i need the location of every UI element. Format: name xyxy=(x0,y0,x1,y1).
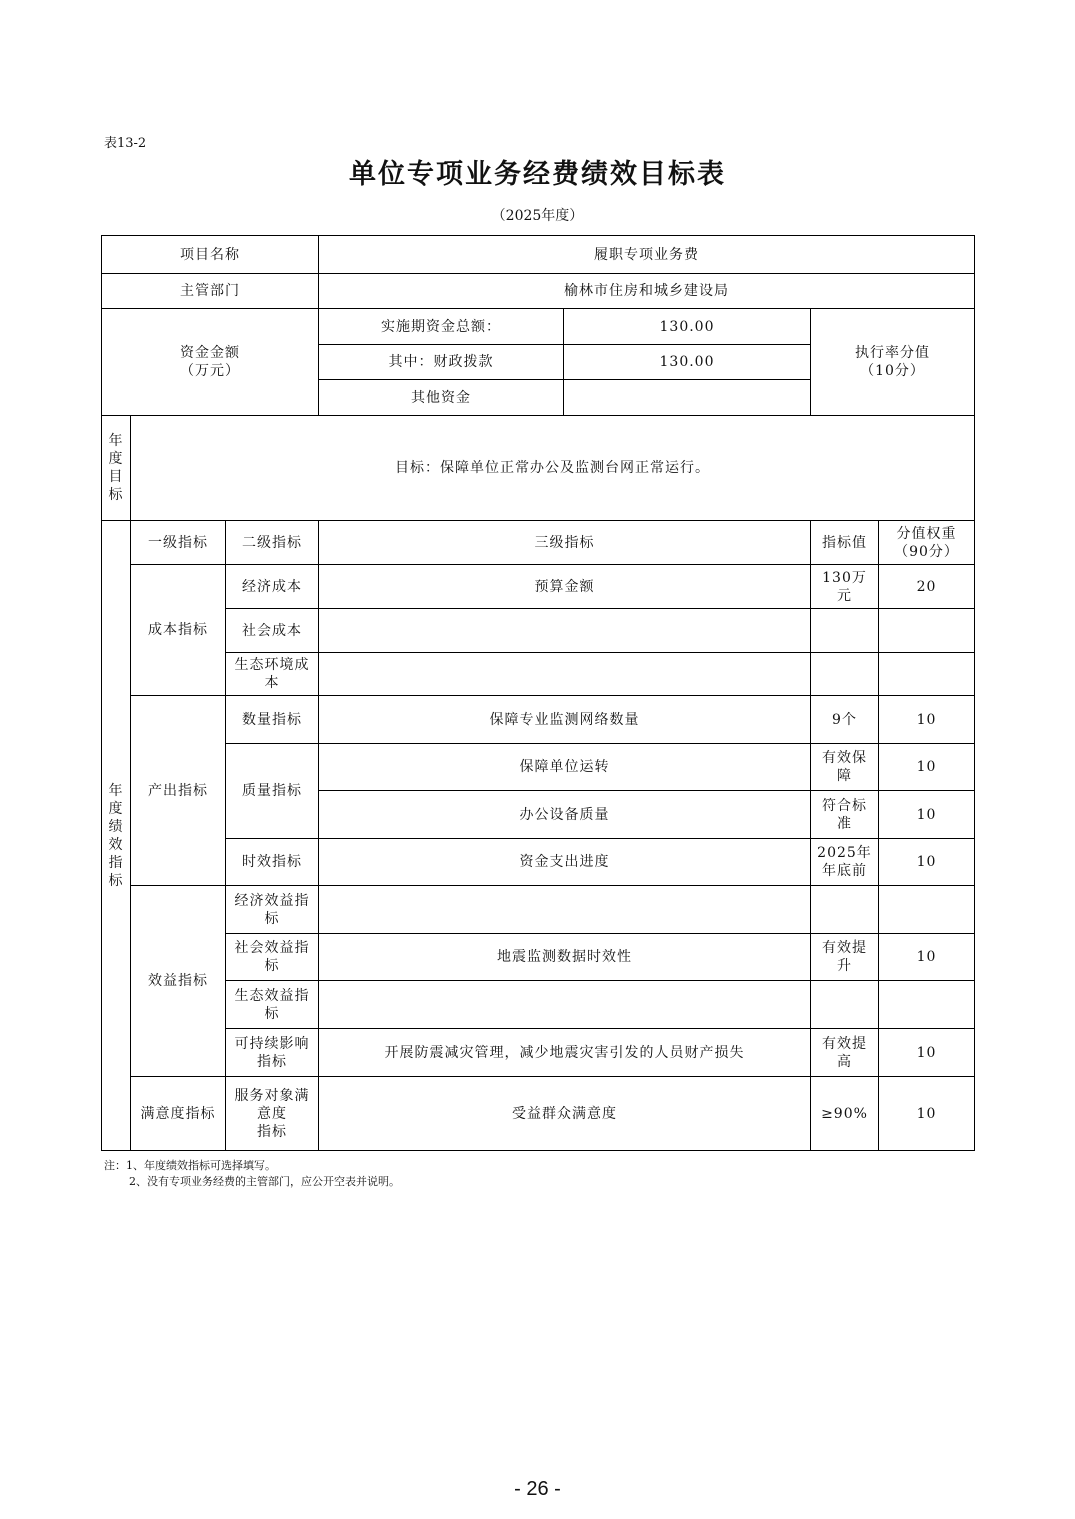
col-level2-header: 二级指标 xyxy=(226,521,319,565)
table-row xyxy=(102,609,975,653)
value-cell: 2025年年底前 xyxy=(811,839,879,886)
value-cell xyxy=(811,886,879,934)
level3-cell: 保障专业监测网络数量 xyxy=(319,696,811,744)
weight-cell: 10 xyxy=(879,839,975,886)
value-cell: 有效保障 xyxy=(811,744,879,791)
col-weight-header: 分值权重 （90分） xyxy=(879,521,975,565)
weight-cell xyxy=(879,981,975,1029)
value-cell xyxy=(811,653,879,696)
table-row xyxy=(102,981,975,1029)
table-row xyxy=(102,886,975,934)
level3-cell: 保障单位运转 xyxy=(319,744,811,791)
other-label: 其他资金 xyxy=(319,380,564,416)
weight-cell: 10 xyxy=(879,1029,975,1077)
annual-goal-label: 年度目标 xyxy=(108,433,124,503)
weight-cell: 10 xyxy=(879,791,975,839)
other-value xyxy=(564,380,811,416)
value-cell: 有效提高 xyxy=(811,1029,879,1077)
col-level3-header: 三级指标 xyxy=(319,521,811,565)
annual-goal-text: 目标：保障单位正常办公及监测台网正常运行。 xyxy=(131,416,975,521)
value-cell: 130万元 xyxy=(811,565,879,609)
level2-cell: 经济成本 xyxy=(226,565,319,609)
level2-cell: 经济效益指标 xyxy=(226,886,319,934)
funds-total-row xyxy=(102,309,975,345)
footnote-2: 2、没有专项业务经费的主管部门，应公开空表并说明。 xyxy=(129,1175,400,1188)
table-row xyxy=(102,1029,975,1077)
level3-cell xyxy=(319,653,811,696)
table-row xyxy=(102,696,975,744)
level3-cell: 地震监测数据时效性 xyxy=(319,934,811,981)
value-cell xyxy=(811,609,879,653)
level2-cell: 社会成本 xyxy=(226,609,319,653)
value-cell xyxy=(811,981,879,1029)
col-level1-header: 一级指标 xyxy=(131,521,226,565)
table-row xyxy=(102,744,975,791)
weight-cell xyxy=(879,609,975,653)
dept-label: 主管部门 xyxy=(102,274,319,309)
table-row xyxy=(102,1077,975,1151)
level3-cell: 资金支出进度 xyxy=(319,839,811,886)
level1-satisfaction: 满意度指标 xyxy=(131,1077,226,1151)
level2-cell: 数量指标 xyxy=(226,696,319,744)
value-cell: ≥90% xyxy=(811,1077,879,1151)
weight-cell: 10 xyxy=(879,934,975,981)
value-cell: 9个 xyxy=(811,696,879,744)
level2-cell: 可持续影响指标 xyxy=(226,1029,319,1077)
level1-output: 产出指标 xyxy=(131,696,226,886)
funds-label: 资金金额 （万元） xyxy=(102,309,319,416)
table-row xyxy=(102,934,975,981)
footnote-1: 注：1、年度绩效指标可选择填写。 xyxy=(104,1159,276,1172)
weight-cell: 10 xyxy=(879,696,975,744)
weight-cell xyxy=(879,653,975,696)
indicators-header-row xyxy=(102,521,975,565)
level2-cell: 生态效益指标 xyxy=(226,981,319,1029)
level3-cell: 预算金额 xyxy=(319,565,811,609)
value-cell: 有效提升 xyxy=(811,934,879,981)
annual-goal-label-cell xyxy=(102,416,131,521)
level2-cell: 质量指标 xyxy=(226,744,319,839)
level3-cell xyxy=(319,981,811,1029)
value-cell: 符合标准 xyxy=(811,791,879,839)
performance-table xyxy=(101,235,975,1151)
fiscal-value: 130.00 xyxy=(564,345,811,380)
level2-cell: 社会效益指标 xyxy=(226,934,319,981)
dept-value: 榆林市住房和城乡建设局 xyxy=(319,274,975,309)
project-name-value: 履职专项业务费 xyxy=(319,236,975,274)
level2-cell: 服务对象满意度 指标 xyxy=(226,1077,319,1151)
level1-cost: 成本指标 xyxy=(131,565,226,696)
level3-cell: 受益群众满意度 xyxy=(319,1077,811,1151)
level2-cell: 时效指标 xyxy=(226,839,319,886)
indicators-section-cell xyxy=(102,521,131,1151)
page-title: 单位专项业务经费绩效目标表 xyxy=(349,159,726,190)
total-label: 实施期资金总额： xyxy=(319,309,564,345)
annual-goal-row xyxy=(102,416,975,521)
footnotes xyxy=(104,1158,400,1190)
project-name-row xyxy=(102,236,975,274)
table-number: 表13-2 xyxy=(104,136,147,151)
exec-rate-label: 执行率分值 （10分） xyxy=(811,309,975,416)
table-row xyxy=(102,839,975,886)
indicators-section-label: 年度绩效指标 xyxy=(108,782,124,889)
table-row xyxy=(102,565,975,609)
level3-cell xyxy=(319,609,811,653)
weight-cell: 10 xyxy=(879,1077,975,1151)
weight-cell: 20 xyxy=(879,565,975,609)
page-number: - 26 - xyxy=(514,1478,561,1500)
total-value: 130.00 xyxy=(564,309,811,345)
dept-row xyxy=(102,274,975,309)
weight-cell xyxy=(879,886,975,934)
level3-cell xyxy=(319,886,811,934)
table-row xyxy=(102,653,975,696)
level1-benefit: 效益指标 xyxy=(131,886,226,1077)
level3-cell: 开展防震减灾管理，减少地震灾害引发的人员财产损失 xyxy=(319,1029,811,1077)
fiscal-label: 其中：财政拨款 xyxy=(319,345,564,380)
year-subtitle: （2025年度） xyxy=(491,208,584,224)
level2-cell: 生态环境成本 xyxy=(226,653,319,696)
col-value-header: 指标值 xyxy=(811,521,879,565)
weight-cell: 10 xyxy=(879,744,975,791)
project-name-label: 项目名称 xyxy=(102,236,319,274)
level3-cell: 办公设备质量 xyxy=(319,791,811,839)
